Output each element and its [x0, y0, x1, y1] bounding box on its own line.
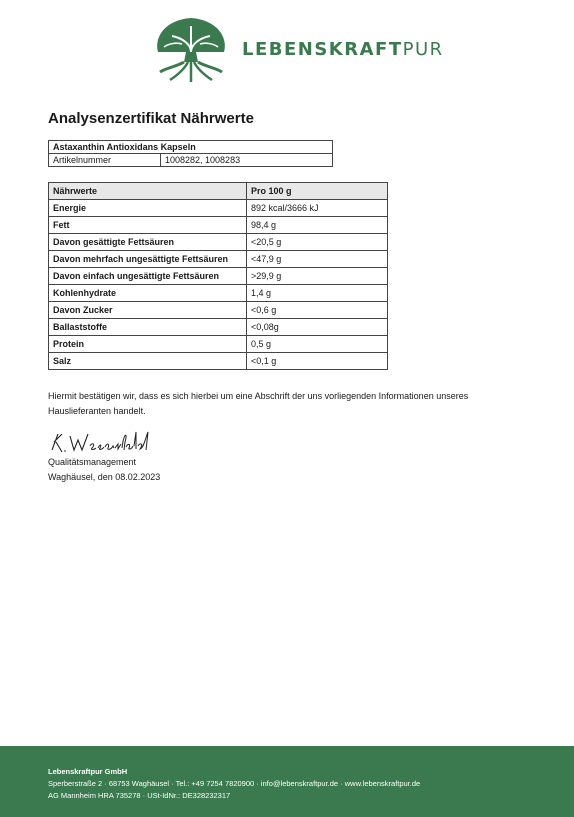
signature-role: Qualitätsmanagement [48, 457, 137, 467]
nutrition-name: Salz [49, 353, 247, 370]
nutrition-value: <0,08g [247, 319, 388, 336]
nutrition-row [49, 234, 388, 251]
brand-name [242, 39, 444, 60]
nutrition-name: Kohlenhydrate [49, 285, 247, 302]
product-name: Astaxanthin Antioxidans Kapseln [49, 141, 333, 154]
nutrition-value: >29,9 g [247, 268, 388, 285]
footer-company: Lebenskraftpur GmbH [48, 767, 128, 776]
nutrition-name: Davon gesättigte Fettsäuren [49, 234, 247, 251]
nutrition-row [49, 200, 388, 217]
product-name-row [49, 141, 333, 154]
nutrition-header-name: Nährwerte [49, 183, 247, 200]
nutrition-row [49, 302, 388, 319]
nutrition-value: <20,5 g [247, 234, 388, 251]
nutrition-row [49, 217, 388, 234]
nutrition-value: <0,1 g [247, 353, 388, 370]
article-number-row [49, 154, 333, 167]
nutrition-row [49, 285, 388, 302]
nutrition-row [49, 251, 388, 268]
brand-logo [152, 14, 444, 84]
tree-logo-icon [152, 14, 230, 84]
footer [0, 746, 574, 817]
nutrition-name: Protein [49, 336, 247, 353]
footer-register: AG Mannheim HRA 735278 · USt-IdNr.: DE328232317 [48, 791, 231, 800]
nutrition-value: 98,4 g [247, 217, 388, 234]
signature-place-date: Waghäusel, den 08.02.2023 [48, 472, 161, 482]
article-number-label: Artikelnummer [49, 154, 161, 167]
nutrition-row [49, 336, 388, 353]
signature-scribble-icon [48, 428, 158, 456]
nutrition-name: Davon mehrfach ungesättigte Fettsäuren [49, 251, 247, 268]
footer-lines [48, 766, 420, 802]
product-info-table [48, 140, 333, 167]
nutrition-value: 892 kcal/3666 kJ [247, 200, 388, 217]
nutrition-name: Davon einfach ungesättigte Fettsäuren [49, 268, 247, 285]
nutrition-name: Ballaststoffe [49, 319, 247, 336]
nutrition-name: Fett [49, 217, 247, 234]
footer-address: Sperberstraße 2 · 68753 Waghäusel · Tel.: +49 7254 7820900 · info@lebenskraftpur.de · www.lebenskraftpur.de [48, 779, 421, 788]
nutrition-row [49, 319, 388, 336]
nutrition-value: 0,5 g [247, 336, 388, 353]
nutrition-header-value: Pro 100 g [247, 183, 388, 200]
page-title: Analysenzertifikat Nährwerte [48, 110, 254, 127]
nutrition-name: Energie [49, 200, 247, 217]
nutrition-row [49, 268, 388, 285]
nutrition-header-row [49, 183, 388, 200]
brand-name-part2: PUR [402, 38, 444, 60]
article-number-value: 1008282, 1008283 [161, 154, 333, 167]
nutrition-table [48, 182, 388, 370]
brand-name-part1: LEBENSKRAFT [242, 38, 403, 60]
nutrition-name: Davon Zucker [49, 302, 247, 319]
nutrition-value: 1,4 g [247, 285, 388, 302]
confirmation-text: Hiermit bestätigen wir, dass es sich hierbei um eine Abschrift der uns vorliegenden Informationen unseres Hauslieferanten handelt. [48, 391, 469, 416]
nutrition-value: <47,9 g [247, 251, 388, 268]
nutrition-value: <0,6 g [247, 302, 388, 319]
nutrition-row [49, 353, 388, 370]
